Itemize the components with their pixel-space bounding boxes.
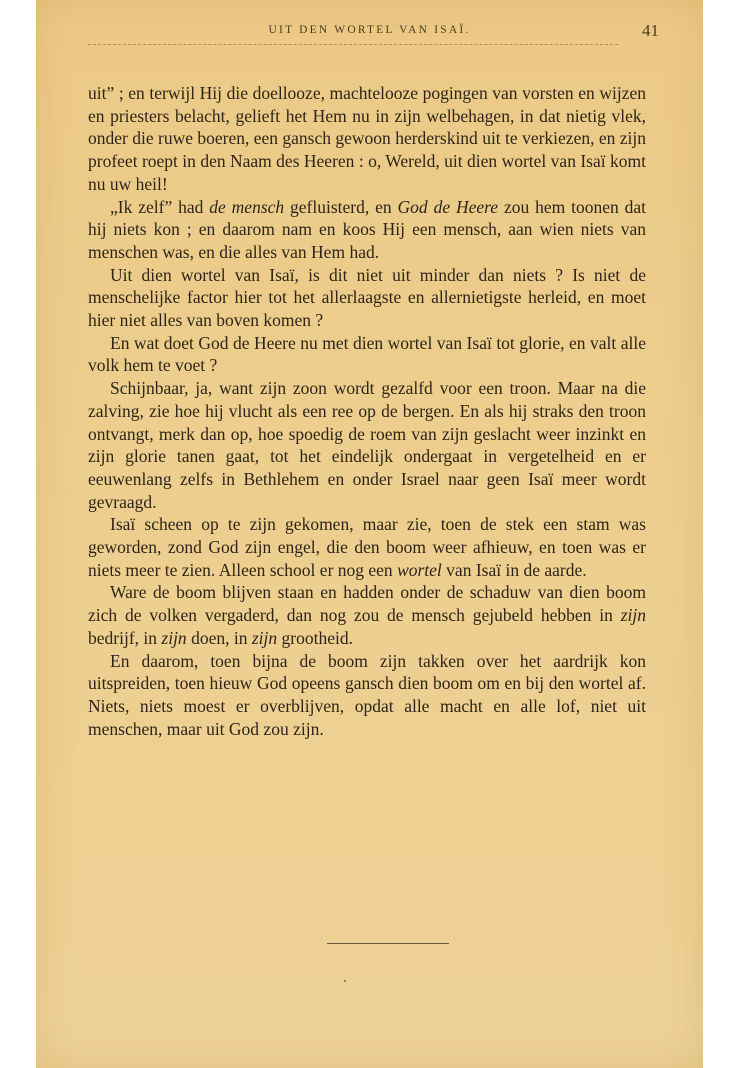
text-run: En daarom, toen bijna de boom zijn takken over het aardrijk kon uitspreiden, toen hieuw God opeens gansch dien boom om en bij den wortel af. Niets, niets moest er overblijven, opdat alle macht en alle lof, niet uit menschen, maar uit God zou zijn.: [88, 650, 646, 739]
text-run: doen, in: [186, 627, 252, 648]
text-run: gefluisterd, en: [284, 196, 398, 217]
text-run: „Ik zelf” had: [110, 196, 210, 217]
emphasis: zijn: [251, 627, 278, 648]
text-run: En wat doet God de Heere nu met dien wortel van Isaï tot glorie, en valt alle volk hem te voet ?: [88, 332, 646, 376]
text-run: bedrijf, in: [88, 627, 162, 648]
end-rule: [327, 943, 449, 944]
page-header: [36, 21, 703, 46]
page-number: 41: [642, 21, 659, 40]
text-run: grootheid.: [277, 627, 353, 648]
paragraph: [88, 82, 646, 196]
paragraph: [88, 650, 646, 741]
emphasis: God de Heere: [397, 196, 499, 217]
header-rule: [88, 44, 618, 45]
text-run: uit” ; en terwijl Hij die doellooze, machtelooze pogingen van vorsten en wijzen en priesters belacht, gelieft het Hem nu in zijn welbehagen, in dat nietig vlek, onder die ruwe boeren, een gansch gewoon herderskind uit te verkiezen, en zijn profeet roept in den Naam des Heeren : o, Wereld, uit dien wortel van Isaï komt nu uw heil!: [88, 83, 646, 194]
text-run: Schijnbaar, ja, want zijn zoon wordt gezalfd voor een troon. Maar na die zalving, zie hoe hij vlucht als een ree op de bergen. En als hij straks den troon ontvangt, merk dan op, hoe spoedig de roem van zijn geslacht weer inzinkt en zijn glorie tanen gaat, tot het eindelijk ondergaat in vergetelheid en er eeuwenlang zelfs in Bethlehem en onder Israel naar geen Isaï meer wordt gevraagd.: [88, 378, 646, 512]
paragraph: [88, 513, 646, 581]
running-title: UIT DEN WORTEL VAN ISAÏ.: [268, 24, 471, 36]
book-page: [36, 0, 703, 1068]
paragraph: [88, 264, 646, 332]
emphasis: de mensch: [209, 196, 285, 217]
text-run: Uit dien wortel van Isaï, is dit niet uit minder dan niets ? Is niet de menschelijke factor hier tot het allerlaagste en allernietigste herleid, en moet hier niet alles van boven komen ?: [88, 264, 646, 331]
paragraph: [88, 332, 646, 377]
text-run: Ware de boom blijven staan en hadden onder de schaduw van dien boom zich de volken vergaderd, dan nog zou de mensch gejubeld hebben in: [88, 582, 646, 626]
text-run: Isaï scheen op te zijn gekomen, maar zie, toen de stek een stam was geworden, zond God zijn engel, die den boom weer afhieuw, en toen was er niets meer te zien. Alleen school er nog een: [88, 514, 646, 580]
paragraph: [88, 581, 646, 649]
emphasis: zijn: [620, 605, 646, 626]
text-run: zou hem toonen dat hij niets kon ; en daarom nam en koos Hij een mensch, aan wien niets van menschen was, en die alles van Hem had.: [88, 196, 647, 262]
emphasis: wortel: [397, 559, 442, 580]
page-speck: [344, 980, 346, 982]
text-run: van Isaï in de aarde.: [441, 559, 587, 580]
emphasis: zijn: [161, 627, 187, 648]
body-text: [88, 82, 646, 740]
paragraph: [88, 196, 646, 264]
paragraph: [88, 377, 646, 513]
